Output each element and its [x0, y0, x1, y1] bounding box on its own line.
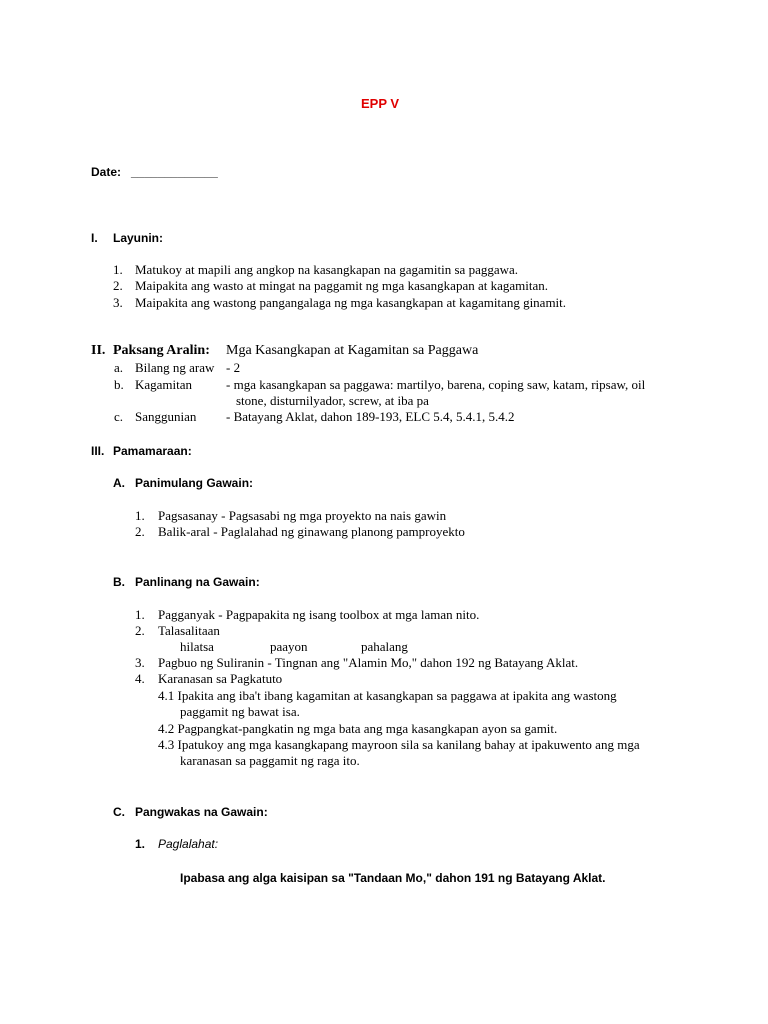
part-a-item-2-number: 2.	[135, 524, 145, 539]
part-a-letter: A.	[113, 476, 125, 490]
part-b-item-2-text: Talasalitaan	[158, 623, 220, 638]
section-3-heading: Pamamaraan:	[113, 444, 192, 458]
objective-1-text: Matukoy at mapili ang angkop na kasangkapan na gagamitin sa paggawa.	[135, 262, 519, 277]
date-label: Date:	[91, 165, 122, 179]
subitem-4-2-text: 4.2 Pagpangkat-pangkatin ng mga bata ang mga kasangkapan ayon sa gamit.	[158, 721, 558, 736]
vocab-word-3: pahalang	[361, 639, 408, 654]
part-b-heading: Panlinang na Gawain:	[135, 575, 260, 589]
section-3-number: III.	[91, 444, 105, 458]
subject-b-label: Kagamitan	[135, 377, 193, 392]
part-b-item-3-number: 3.	[135, 655, 145, 670]
section-1-number: I.	[91, 231, 98, 245]
subject-a-letter: a.	[114, 360, 124, 375]
objective-3-text: Maipakita ang wastong pangangalaga ng mga kasangkapan at kagamitang ginamit.	[135, 295, 567, 310]
part-b-item-4-text: Karanasan sa Pagkatuto	[158, 671, 283, 686]
objective-1-number: 1.	[113, 262, 123, 277]
part-c-item-1-number: 1.	[135, 837, 146, 851]
part-b-item-4-number: 4.	[135, 671, 145, 686]
vocab-word-2: paayon	[270, 639, 308, 654]
section-1-heading: Layunin:	[113, 231, 163, 245]
subitem-4-1-text: 4.1 Ipakita ang iba't ibang kagamitan at kasangkapan sa paggawa at ipakita ang wastong	[158, 688, 617, 703]
subitem-4-3-text: 4.3 Ipatukoy ang mga kasangkapang mayroon sila sa kanilang bahay at ipakuwento ang mga	[158, 737, 640, 752]
part-c-item-1-label: Paglalahat:	[158, 837, 219, 851]
section-2-number: II.	[91, 343, 106, 358]
vocab-word-1: hilatsa	[180, 639, 214, 654]
section-2-heading: Paksang Aralin:	[113, 343, 210, 358]
document-title: EPP V	[361, 96, 400, 111]
section-2-topic: Mga Kasangkapan at Kagamitan sa Paggawa	[226, 343, 479, 358]
date-blank: _____________	[131, 165, 218, 179]
subject-c-label: Sanggunian	[135, 409, 197, 424]
objective-2-number: 2.	[113, 278, 123, 293]
subject-a-label: Bilang ng araw	[135, 360, 215, 375]
part-a-item-2-text: Balik-aral - Paglalahad ng ginawang planong pamproyekto	[158, 524, 465, 539]
subject-b-value-continued: stone, disturnilyador, screw, at iba pa	[236, 393, 429, 408]
subject-c-value: - Batayang Aklat, dahon 189-193, ELC 5.4, 5.4.1, 5.4.2	[226, 409, 515, 424]
part-b-item-2-number: 2.	[135, 623, 145, 638]
subject-a-value: - 2	[226, 360, 241, 375]
subject-b-value: - mga kasangkapan sa paggawa: martilyo, barena, coping saw, katam, ripsaw, oil	[226, 377, 646, 392]
objective-3-number: 3.	[113, 295, 123, 310]
objective-2-text: Maipakita ang wasto at mingat na paggamit ng mga kasangkapan at kagamitan.	[135, 278, 548, 293]
part-c-letter: C.	[113, 805, 125, 819]
subitem-4-3-continued: karanasan sa paggamit ng raga ito.	[180, 753, 360, 768]
part-b-item-1-number: 1.	[135, 607, 145, 622]
part-b-item-3-text: Pagbuo ng Suliranin - Tingnan ang "Alamin Mo," dahon 192 ng Batayang Aklat.	[158, 655, 579, 670]
part-a-item-1-text: Pagsasanay - Pagsasabi ng mga proyekto na nais gawin	[158, 508, 447, 523]
part-a-item-1-number: 1.	[135, 508, 145, 523]
subject-c-letter: c.	[114, 409, 124, 424]
part-b-item-1-text: Pagganyak - Pagpapakita ng isang toolbox at mga laman nito.	[158, 607, 480, 622]
subitem-4-1-continued: paggamit ng bawat isa.	[180, 704, 300, 719]
subject-b-letter: b.	[114, 377, 124, 392]
part-b-letter: B.	[113, 575, 125, 589]
part-a-heading: Panimulang Gawain:	[135, 476, 254, 490]
part-c-instruction: Ipabasa ang alga kaisipan sa "Tandaan Mo," dahon 191 ng Batayang Aklat.	[180, 871, 606, 885]
part-c-heading: Pangwakas na Gawain:	[135, 805, 268, 819]
